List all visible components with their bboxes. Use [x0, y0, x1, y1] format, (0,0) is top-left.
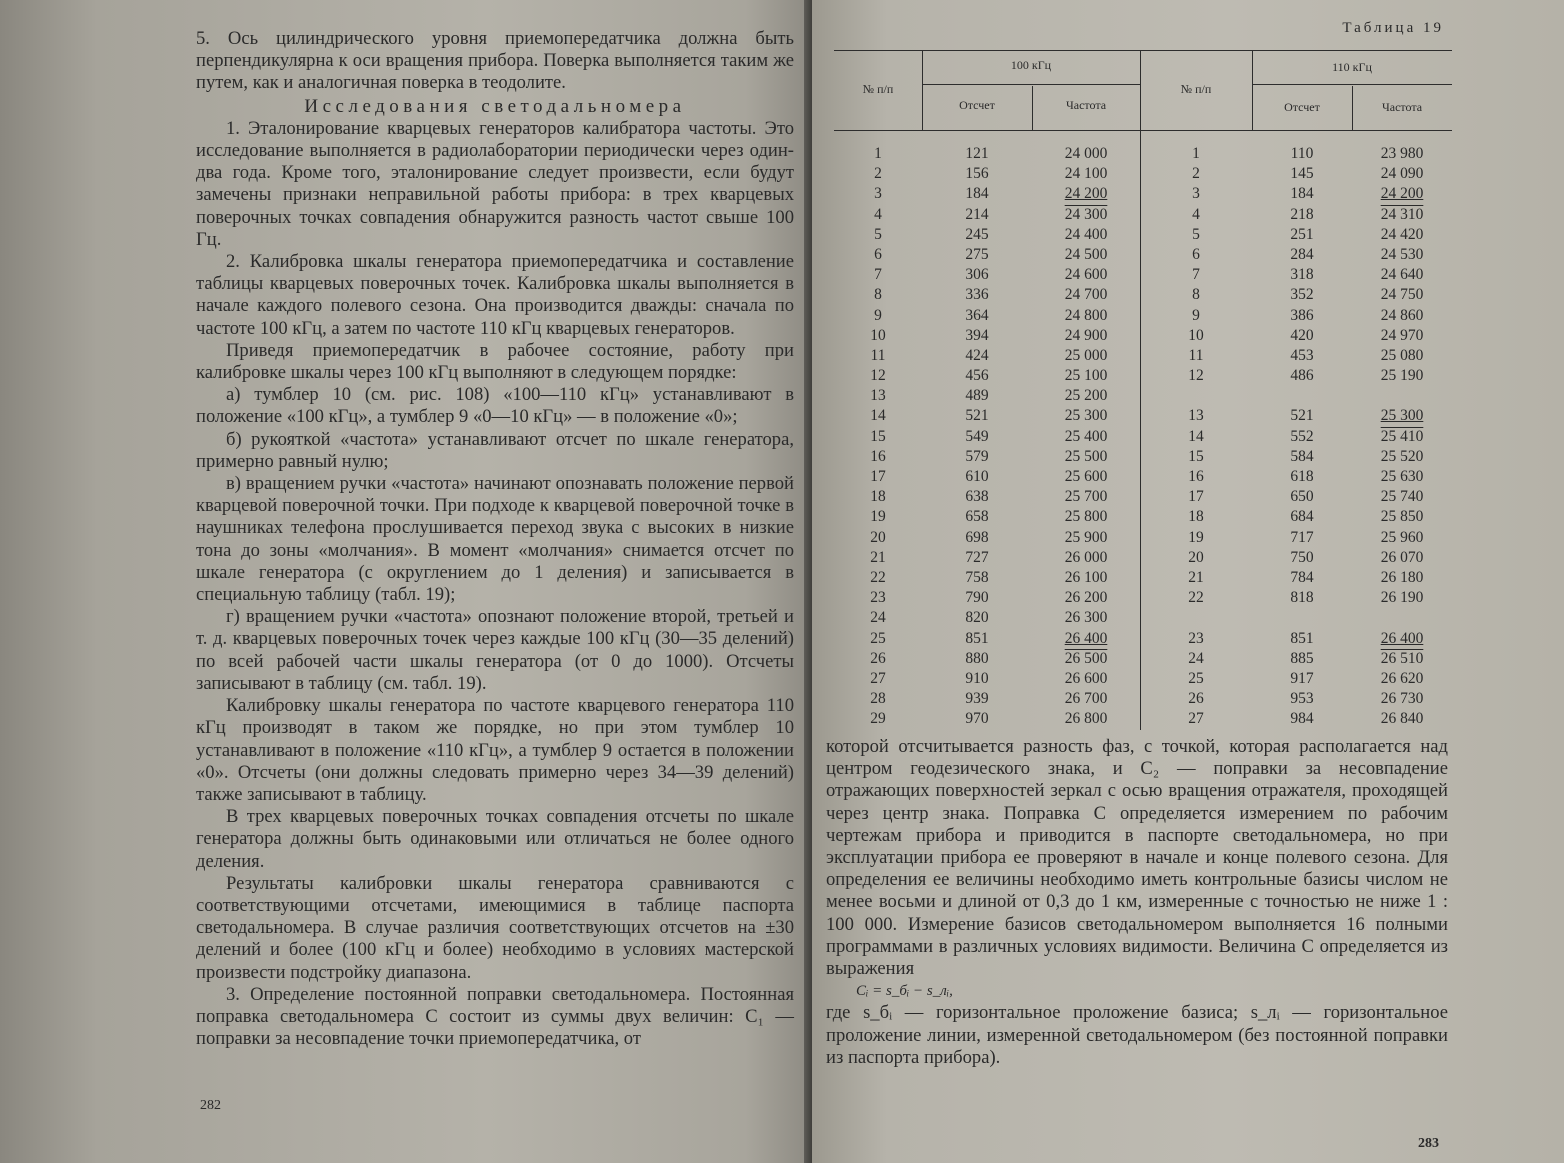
table-cell: 5 — [1192, 225, 1200, 243]
table-cell: 19 — [870, 508, 886, 526]
table-group-rule-left — [922, 84, 1140, 85]
table-cell: 26 840 — [1380, 710, 1424, 728]
table-cell: 22 — [870, 568, 886, 586]
table-cell: 25 850 — [1380, 508, 1424, 526]
table-cell — [1252, 386, 1352, 406]
table-cell: 9 — [874, 306, 882, 324]
table-cell — [1252, 608, 1352, 628]
left-page-text — [196, 28, 794, 1050]
table-cell: 5 — [874, 225, 882, 243]
table-cell: 28 — [870, 690, 886, 708]
table-cell: 24 — [870, 609, 886, 627]
table-cell: 424 — [965, 346, 989, 364]
table-cell: 26 — [870, 649, 886, 667]
table-cell: 727 — [965, 548, 989, 566]
table-cell: 26 200 — [1064, 589, 1108, 607]
table-cell: 6 — [1192, 245, 1200, 263]
table-cell: 750 — [1290, 548, 1314, 566]
table-cell: 24 — [1188, 649, 1204, 667]
table-cell: 284 — [1290, 245, 1314, 263]
table-cell: 24 750 — [1380, 286, 1424, 304]
header-reading-110: Отсчет — [1284, 100, 1320, 114]
paragraph-v: в) вращением ручки «частота» начинают опознавать положение первой кварцевой поверочной точки. При подходе к кварцевой поверочной точке в наушниках телефона прослушивается переход звука с высоких в низкие тона до зоны «молчания». В момент «молчания» снимается отсчет по шкале генератора (с округлением до 1 деления) и записывается в специальную таблицу (табл. 19); — [196, 473, 794, 606]
table-cell: 3 — [1192, 185, 1200, 203]
table-cell: 27 — [870, 669, 886, 687]
table-cell: 8 — [1192, 286, 1200, 304]
table-cell — [1140, 386, 1252, 406]
table-cell: 25 200 — [1064, 387, 1108, 405]
table-cell: 4 — [874, 205, 882, 223]
table-cell: 24 530 — [1380, 245, 1424, 263]
table-cell: 7 — [1192, 266, 1200, 284]
table-header-rule — [834, 130, 1452, 131]
column-num-100 — [834, 144, 922, 729]
table-cell: 456 — [965, 367, 989, 385]
table-cell: 218 — [1290, 205, 1314, 223]
table-cell: 953 — [1290, 690, 1314, 708]
table-cell: 17 — [1188, 488, 1204, 506]
table-cell: 156 — [965, 165, 989, 183]
table-cell: 549 — [965, 427, 989, 445]
table-group-rule-right — [1252, 84, 1452, 85]
table-cell: 486 — [1290, 367, 1314, 385]
table-cell: 25 300 — [1064, 407, 1108, 425]
table-cell: 318 — [1290, 266, 1314, 284]
column-reading-110 — [1252, 144, 1352, 729]
header-num-right: № п/п — [1180, 82, 1212, 96]
paragraph-3: Приведя приемопередатчик в рабочее состояние, работу при калибровке шкалы через 100 кГц выполняют в следующем порядке: — [196, 339, 794, 384]
table-cell: 25 — [870, 629, 886, 647]
table-cell: 521 — [1290, 407, 1314, 425]
table-cell: 24 200 — [1064, 185, 1108, 203]
table-cell: 24 800 — [1064, 306, 1108, 324]
table-cell: 851 — [965, 629, 989, 647]
column-frequency-110 — [1352, 144, 1452, 729]
table-cell: 25 800 — [1064, 508, 1108, 526]
table-cell: 25 080 — [1380, 346, 1424, 364]
table-cell: 13 — [1188, 407, 1204, 425]
table-cell: 15 — [870, 427, 886, 445]
table-cell: 420 — [1290, 326, 1314, 344]
table-cell: 24 300 — [1064, 205, 1108, 223]
table-cell: 26 400 — [1064, 629, 1108, 647]
table-cell: 25 410 — [1380, 427, 1424, 445]
header-num-left: № п/п — [862, 82, 894, 96]
table-cell: 984 — [1290, 710, 1314, 728]
table-cell: 658 — [965, 508, 989, 526]
paragraph-1: 1. Эталонирование кварцевых генераторов калибратора частоты. Это исследование выполняется в радиолаборатории периодически через один-два года. Кроме того, эталонирование следует произвести, если будут замечены признаки неправильной работы прибора: в трех кварцевых поверочных точках совпадения обнаружится разность частот свыше 100 Гц. — [196, 117, 794, 250]
table-cell — [1352, 608, 1452, 628]
table-cell: 12 — [1188, 367, 1204, 385]
table-cell — [1140, 608, 1252, 628]
table-cell: 2 — [874, 165, 882, 183]
table-cell: 29 — [870, 710, 886, 728]
table-cell: 25 500 — [1064, 447, 1108, 465]
table-cell: 618 — [1290, 468, 1314, 485]
table-cell — [1352, 386, 1452, 406]
table-cell: 910 — [965, 669, 989, 687]
table-cell: 251 — [1290, 225, 1314, 243]
table-cell: 15 — [1188, 447, 1204, 465]
paragraph-a: а) тумблер 10 (см. рис. 108) «100—110 кГц» устанавливают в положение «100 кГц», а тумблер 9 «0—10 кГц» — в положение «0»; — [196, 384, 794, 428]
table-cell: 14 — [1188, 427, 1204, 445]
table-cell: 25 — [1188, 669, 1204, 687]
table-cell: 26 600 — [1064, 669, 1108, 687]
table-cell: 23 980 — [1380, 145, 1424, 162]
table-cell: 11 — [1188, 346, 1204, 364]
table-cell: 26 100 — [1064, 568, 1108, 586]
table-cell: 24 500 — [1064, 245, 1108, 263]
table-cell: 16 — [870, 447, 886, 465]
table-cell: 10 — [1188, 326, 1204, 344]
table-cell: 25 630 — [1380, 468, 1424, 485]
page-number-right: 283 — [1418, 1136, 1439, 1151]
paragraph-r2: где s_бᵢ — горизонтальное проложение базиса; s_лᵢ — горизонтальное проложение линии, измеренной светодальномером (без постоянной поправки из паспорта прибора). — [826, 1002, 1448, 1068]
table-cell: 6 — [874, 245, 882, 263]
table-cell: 25 190 — [1380, 367, 1424, 385]
table-cell: 24 400 — [1064, 225, 1108, 243]
table-cell: 4 — [1192, 205, 1200, 223]
table-cell: 21 — [1188, 568, 1204, 586]
table-cell: 352 — [1290, 286, 1314, 304]
table-cell: 20 — [870, 528, 886, 546]
table-cell: 784 — [1290, 568, 1314, 586]
table-cell: 26 000 — [1064, 548, 1108, 566]
table-cell: 24 900 — [1064, 326, 1108, 344]
table-cell: 880 — [965, 649, 989, 667]
column-frequency-100 — [1032, 144, 1140, 729]
table-cell: 820 — [965, 609, 989, 627]
table-cell: 23 — [870, 589, 886, 607]
table-19 — [834, 40, 1452, 740]
table-cell: 584 — [1290, 447, 1314, 465]
table-cell: 19 — [1188, 528, 1204, 546]
table-cell: 698 — [965, 528, 989, 546]
table-cell: 275 — [965, 245, 989, 263]
header-frequency-100: Частота — [1065, 98, 1107, 112]
header-group-110: 110 кГц — [1332, 60, 1372, 74]
table-cell: 22 — [1188, 589, 1204, 607]
table-cell: 336 — [965, 286, 989, 304]
table-cell: 970 — [965, 710, 989, 728]
table-label: Таблица 19 — [1342, 20, 1444, 36]
table-cell: 26 620 — [1380, 669, 1424, 687]
table-cell: 579 — [965, 447, 989, 465]
table-cell: 25 400 — [1064, 427, 1108, 445]
table-cell: 717 — [1290, 528, 1314, 546]
table-cell: 26 730 — [1380, 690, 1424, 708]
table-cell: 306 — [965, 266, 989, 284]
table-cell: 26 500 — [1064, 649, 1108, 667]
table-cell: 121 — [965, 145, 989, 162]
table-cell: 638 — [965, 488, 989, 506]
table-cell: 25 300 — [1380, 407, 1424, 425]
table-cell: 684 — [1290, 508, 1314, 526]
table-cell: 521 — [965, 407, 989, 425]
table-cell: 14 — [870, 407, 886, 425]
table-cell: 12 — [870, 367, 886, 385]
page-number-left: 282 — [200, 1098, 221, 1113]
column-reading-100 — [922, 144, 1032, 729]
paragraph-b: б) рукояткой «частота» устанавливают отсчет по шкале генератора, примерно равный нулю; — [196, 428, 794, 472]
table-cell: 24 420 — [1380, 225, 1424, 243]
table-cell: 26 070 — [1380, 548, 1424, 566]
paragraph-6: В трех кварцевых поверочных точках совпадения отсчеты по шкале генератора должны быть одинаковыми или отличаться не более одного деления. — [196, 806, 794, 872]
table-cell: 18 — [870, 488, 886, 506]
table-cell: 610 — [965, 468, 989, 485]
table-cell: 851 — [1290, 629, 1314, 647]
table-cell: 27 — [1188, 710, 1204, 728]
table-cell: 8 — [874, 286, 882, 304]
table-cell: 13 — [870, 387, 886, 405]
table-cell: 26 510 — [1380, 649, 1424, 667]
table-cell: 26 800 — [1064, 710, 1108, 728]
table-cell: 24 860 — [1380, 306, 1424, 324]
table-cell: 939 — [965, 690, 989, 708]
table-cell: 25 900 — [1064, 528, 1108, 546]
table-cell: 25 960 — [1380, 528, 1424, 546]
table-cell: 20 — [1188, 548, 1204, 566]
table-cell: 24 640 — [1380, 266, 1424, 284]
table-cell: 26 400 — [1380, 629, 1424, 647]
table-cell: 25 740 — [1380, 488, 1424, 506]
table-cell: 2 — [1192, 165, 1200, 183]
paragraph-2: 2. Калибровка шкалы генератора приемопередатчика и составление таблицы кварцевых поверочных точек. Калибровка шкалы выполняется в начале каждого полевого сезона. Она производится дважды: сначала по частоте 100 кГц, а затем по частоте 110 кГц кварцевых генераторов. — [196, 251, 794, 339]
header-reading-100: Отсчет — [959, 98, 995, 112]
table-cell: 25 000 — [1064, 346, 1108, 364]
paragraph-4: Калибровку шкалы генератора по частоте кварцевого генератора 110 кГц производят в таком же порядке, но при этом тумблер 10 устанавливают в положение «110 кГц», а тумблер 9 остается в положении «0». Отсчеты (они должны следовать примерно через 34—39 делений) также записывают в таблицу. — [196, 695, 794, 805]
table-cell: 214 — [965, 205, 989, 223]
table-cell: 25 700 — [1064, 488, 1108, 506]
table-cell: 21 — [870, 548, 886, 566]
right-page — [812, 0, 1564, 1163]
table-cell: 758 — [965, 568, 989, 586]
table-cell: 650 — [1290, 488, 1314, 506]
table-cell: 24 090 — [1380, 165, 1424, 183]
table-cell: 1 — [1192, 145, 1200, 162]
table-cell: 552 — [1290, 427, 1314, 445]
table-cell: 24 700 — [1064, 286, 1108, 304]
table-cell: 245 — [965, 225, 989, 243]
table-cell: 24 100 — [1064, 165, 1108, 183]
table-cell: 26 180 — [1380, 568, 1424, 586]
table-cell: 364 — [965, 306, 989, 324]
table-cell: 453 — [1290, 346, 1314, 364]
right-page-text — [826, 736, 1448, 1069]
table-top-rule — [834, 50, 1452, 51]
table-cell: 16 — [1188, 468, 1204, 485]
table-cell: 110 — [1290, 145, 1314, 162]
table-cell: 17 — [870, 468, 886, 485]
table-cell: 24 600 — [1064, 266, 1108, 284]
table-cell: 10 — [870, 326, 886, 344]
table-cell: 917 — [1290, 669, 1314, 687]
header-frequency-110: Частота — [1381, 100, 1423, 114]
table-cell: 394 — [965, 326, 989, 344]
table-cell: 818 — [1290, 589, 1314, 607]
table-cell: 145 — [1290, 165, 1314, 183]
column-num-110 — [1140, 144, 1252, 729]
paragraph-r1: которой отсчитывается разность фаз, с точкой, которая располагается над центром геодезического знака, и C₂ — поправки за несовпадение отражающих поверхностей зеркал с осью вращения отражателя, проходящей через центр знака. Поправка C определяется измерением по рабочим чертежам прибора и приводится в паспорте светодальномера, но при эксплуатации прибора ее проверяют в начале и конце полевого сезона. Для определения ее величины необходимо иметь контрольные базисы числом не менее восьми и длиной от 0,3 до 1 км, измеренные с точностью не ниже 1 : 100 000. Измерение базисов светодальномером выполняется 16 полными программами в различных условиях видимости. Величина C определяется из выражения — [826, 736, 1448, 980]
table-cell: 25 100 — [1064, 367, 1108, 385]
formula: Cᵢ = s_бᵢ − s_лᵢ, — [856, 983, 953, 1000]
table-cell: 26 — [1188, 690, 1204, 708]
paragraph-g: г) вращением ручки «частота» опознают положение второй, третьей и т. д. кварцевых поверочных точек через каждые 100 кГц (30—35 делений) по всей рабочей части шкалы генератора (от 0 до 1000). Отсчеты записывают в таблицу (см. табл. 19). — [196, 606, 794, 694]
table-cell: 3 — [874, 185, 882, 203]
table-cell: 489 — [965, 387, 989, 405]
table-cell: 1 — [874, 145, 882, 162]
table-cell: 11 — [870, 346, 886, 364]
table-cell: 25 520 — [1380, 447, 1424, 465]
table-cell: 26 700 — [1064, 690, 1108, 708]
table-cell: 184 — [965, 185, 989, 203]
table-cell: 24 000 — [1064, 145, 1108, 162]
table-cell: 790 — [965, 589, 989, 607]
paragraph-7: Результаты калибровки шкалы генератора сравниваются с соответствующими отсчетами, имеющимися в таблице паспорта светодальномера. В случае различия соответствующих отсчетов на ±30 делений и более (100 кГц и более) необходимо в условиях мастерской произвести подстройку диапазона. — [196, 872, 794, 983]
table-cell: 386 — [1290, 306, 1314, 324]
paragraph-5: 5. Ось цилиндрического уровня приемопередатчика должна быть перпендикулярна к оси вращения прибора. Поверка выполняется таким же путем, как и аналогичная поверка в теодолите. — [196, 28, 794, 94]
table-cell: 18 — [1188, 508, 1204, 526]
table-cell: 7 — [874, 266, 882, 284]
table-cell: 885 — [1290, 649, 1314, 667]
table-cell: 24 310 — [1380, 205, 1424, 223]
table-cell: 26 300 — [1064, 609, 1108, 627]
table-cell: 184 — [1290, 185, 1314, 203]
table-cell: 25 600 — [1064, 468, 1108, 485]
table-cell: 24 970 — [1380, 326, 1424, 344]
table-cell: 9 — [1192, 306, 1200, 324]
table-cell: 23 — [1188, 629, 1204, 647]
table-cell: 24 200 — [1380, 185, 1424, 203]
paragraph-8: 3. Определение постоянной поправки светодальномера. Постоянная поправка светодальномера C состоит из суммы двух величин: C₁ — поправки за несовпадение точки приемопередатчика, от — [196, 983, 794, 1050]
header-group-100: 100 кГц — [1010, 58, 1052, 72]
section-heading: Исследования светодальномера — [304, 95, 686, 117]
table-cell: 26 190 — [1380, 589, 1424, 607]
